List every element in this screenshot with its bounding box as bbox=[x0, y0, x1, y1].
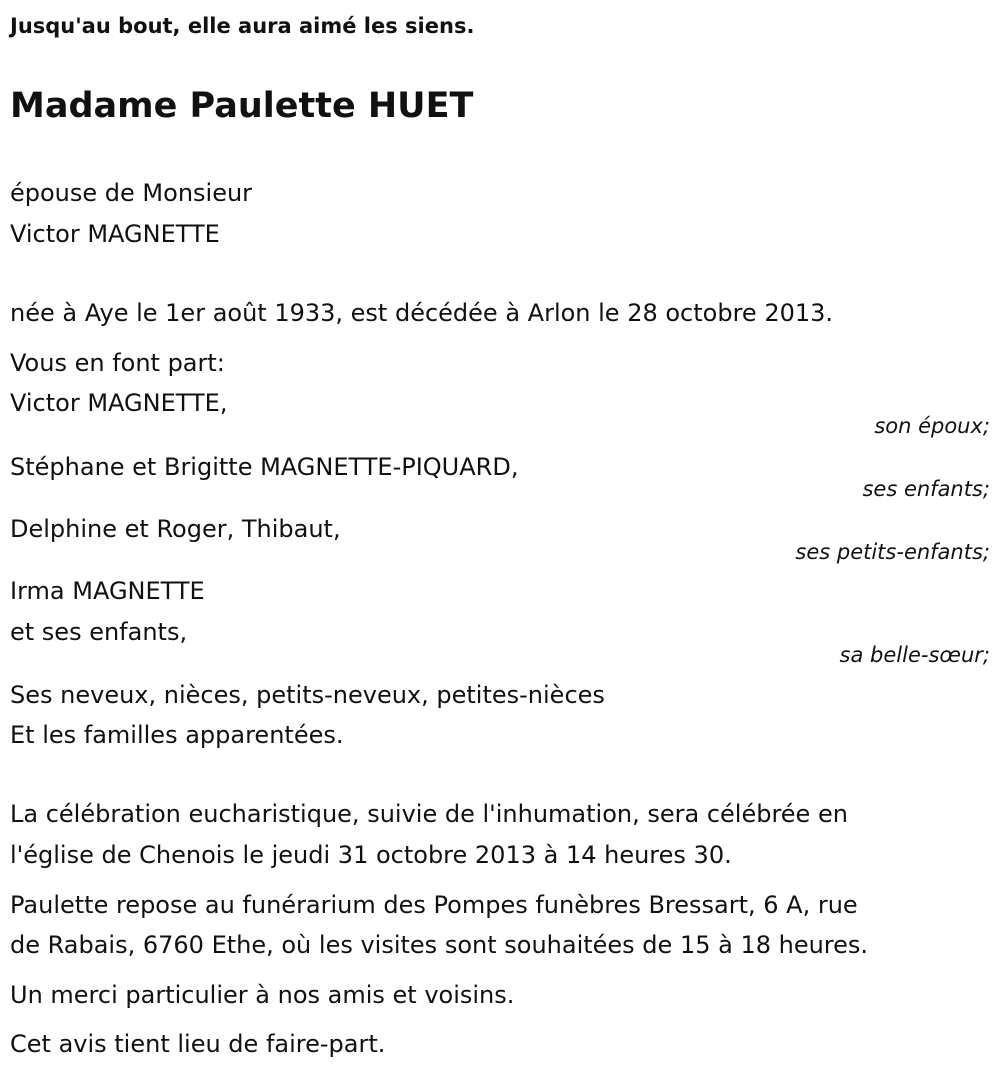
visitation-line-1: Paulette repose au funérarium des Pompes funèbres Bressart, 6 A, rue bbox=[10, 891, 858, 919]
family-member-name: Victor MAGNETTE, bbox=[10, 389, 228, 417]
family-relation: sa belle-sœur; bbox=[839, 643, 990, 667]
family-member-name: et ses enfants, bbox=[10, 618, 188, 646]
family-member-name: Delphine et Roger, Thibaut, bbox=[10, 515, 341, 543]
spouse-line-2: Victor MAGNETTE bbox=[10, 220, 220, 248]
family-relation: ses enfants; bbox=[862, 477, 990, 501]
family-relation: ses petits-enfants; bbox=[795, 540, 990, 564]
birth-death-line: née à Aye le 1er août 1933, est décédée à Arlon le 28 octobre 2013. bbox=[10, 299, 834, 327]
spouse-line-1: épouse de Monsieur bbox=[10, 179, 253, 207]
family-member-name: Stéphane et Brigitte MAGNETTE-PIQUARD, bbox=[10, 453, 519, 481]
extended-family-line-1: Ses neveux, nièces, petits-neveux, petites-nièces bbox=[10, 681, 605, 709]
family-relation: son époux; bbox=[874, 414, 990, 438]
ceremony-line-2: l'église de Chenois le jeudi 31 octobre 2013 à 14 heures 30. bbox=[10, 841, 732, 869]
deceased-name: Madame Paulette HUET bbox=[10, 86, 474, 126]
notice-line: Cet avis tient lieu de faire-part. bbox=[10, 1030, 386, 1058]
announcement-intro: Vous en font part: bbox=[10, 349, 225, 377]
thanks-line: Un merci particulier à nos amis et voisins. bbox=[10, 981, 515, 1009]
ceremony-line-1: La célébration eucharistique, suivie de l'inhumation, sera célébrée en bbox=[10, 800, 848, 828]
family-member-name: Irma MAGNETTE bbox=[10, 577, 205, 605]
epitaph-quote: Jusqu'au bout, elle aura aimé les siens. bbox=[10, 14, 475, 38]
extended-family-line-2: Et les familles apparentées. bbox=[10, 721, 344, 749]
visitation-line-2: de Rabais, 6760 Ethe, où les visites sont souhaitées de 15 à 18 heures. bbox=[10, 931, 869, 959]
